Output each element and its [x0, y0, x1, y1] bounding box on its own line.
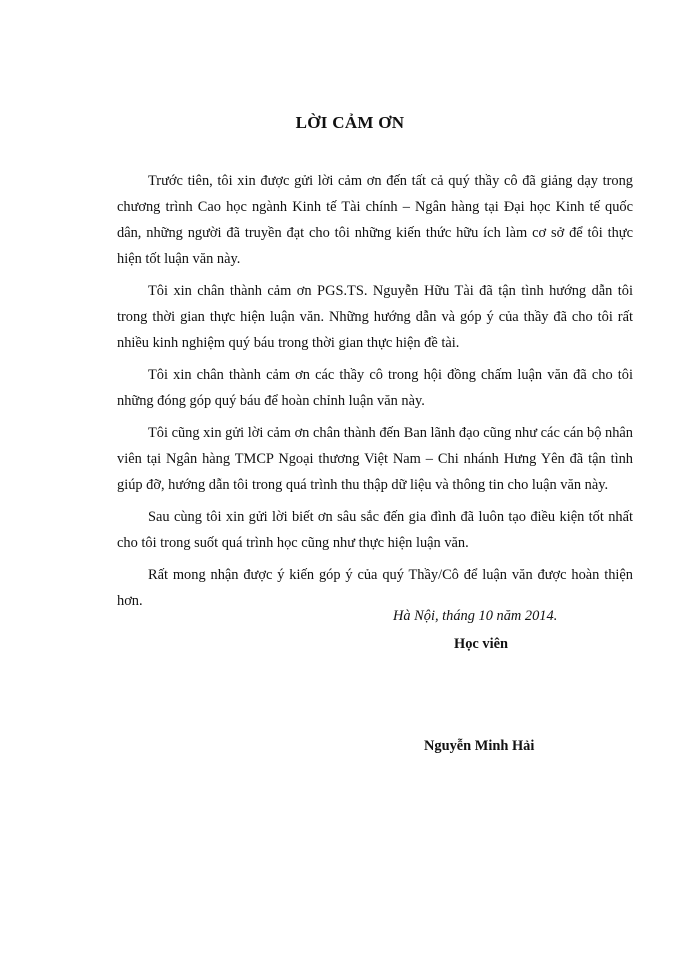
paragraph-family: Sau cùng tôi xin gửi lời biết ơn sâu sắc đến gia đình đã luôn tạo điều kiện tốt nhất cho tôi trong suốt quá trình học cũng như thực hiện luận văn. [117, 509, 633, 551]
signer-role: Học viên [454, 636, 508, 652]
page-title: LỜI CẢM ƠN [295, 113, 405, 132]
acknowledgement-body [117, 168, 633, 620]
place-date: Hà Nội, tháng 10 năm 2014. [393, 608, 558, 624]
paragraph-committee: Tôi xin chân thành cảm ơn các thầy cô trong hội đồng chấm luận văn đã cho tôi những đóng góp quý báu để hoàn chỉnh luận văn này. [117, 367, 633, 409]
paragraph-supervisor: Tôi xin chân thành cảm ơn PGS.TS. Nguyễn Hữu Tài đã tận tình hướng dẫn tôi trong thời gian thực hiện luận văn. Những hướng dẫn và góp ý của thầy đã cho tôi rất nhiều kinh nghiệm quý báu trong thời gian thực hiện đề tài. [117, 283, 633, 351]
paragraph-teachers: Trước tiên, tôi xin được gửi lời cảm ơn đến tất cả quý thầy cô đã giảng dạy trong chương trình Cao học ngành Kinh tế Tài chính – Ngân hàng tại Đại học Kinh tế quốc dân, những người đã truyền đạt cho tôi những kiến thức hữu ích làm cơ sở để tôi thực hiện tốt luận văn này. [117, 173, 633, 267]
signer-name: Nguyễn Minh Hải [424, 738, 535, 754]
paragraph-bank-staff: Tôi cũng xin gửi lời cảm ơn chân thành đến Ban lãnh đạo cũng như các cán bộ nhân viên tại Ngân hàng TMCP Ngoại thương Việt Nam – Chi nhánh Hưng Yên đã tận tình giúp đỡ, hướng dẫn tôi trong quá trình thu thập dữ liệu và thông tin cho luận văn này. [117, 425, 633, 493]
paragraph-closing: Rất mong nhận được ý kiến góp ý của quý Thầy/Cô để luận văn được hoàn thiện hơn. [117, 567, 633, 609]
